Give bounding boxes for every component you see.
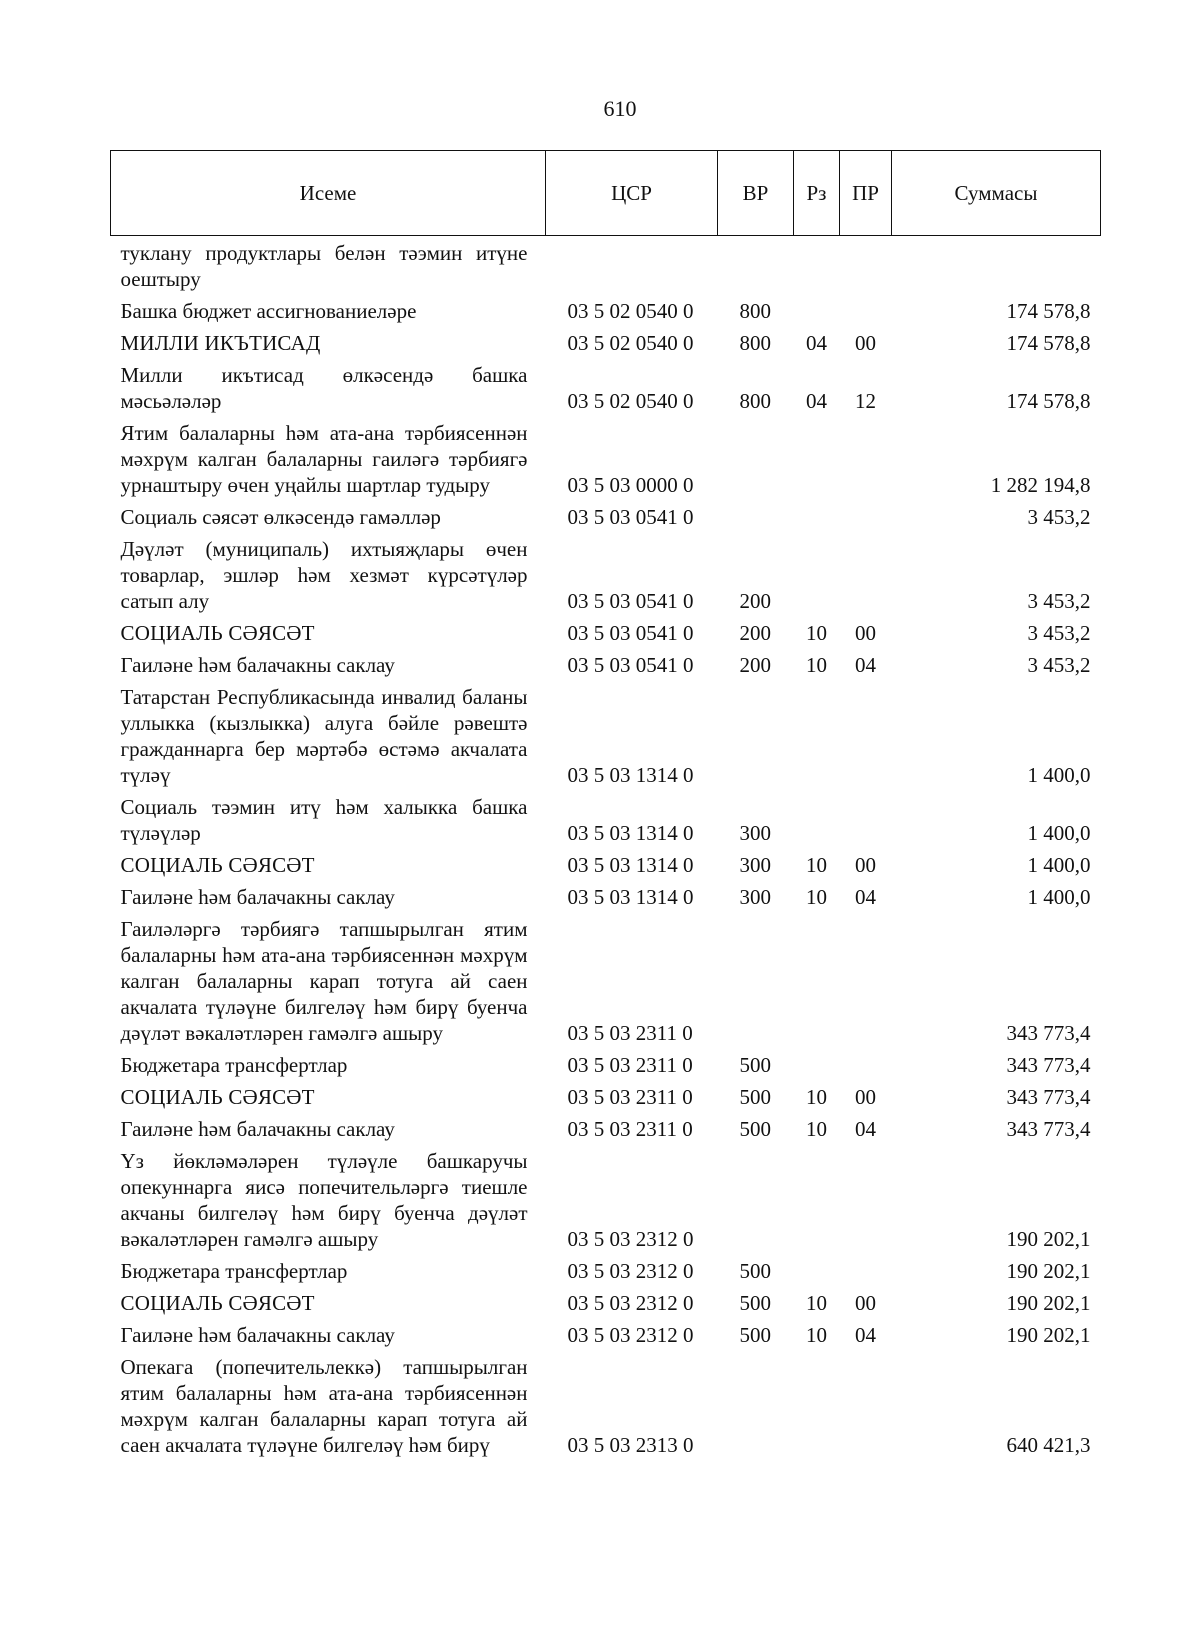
cell-name: Гаиләне һәм балачакны саклау (120, 1117, 395, 1141)
table-row (111, 236, 1101, 296)
table-row (111, 1319, 1101, 1351)
cell-rz (794, 1049, 840, 1081)
cell-vr: 500 (739, 1053, 771, 1077)
table-row (111, 1049, 1101, 1081)
cell-rz (794, 417, 840, 501)
cell-rz (794, 1145, 840, 1255)
cell-sum: 343 773,4 (1006, 1021, 1091, 1045)
cell-vr: 500 (739, 1117, 771, 1141)
cell-sum: 3 453,2 (1027, 505, 1091, 529)
cell-name: СОЦИАЛЬ СӘЯСӘТ (120, 1085, 315, 1109)
cell-pr (840, 791, 892, 849)
cell-csr: 03 5 03 2312 0 (567, 1323, 694, 1347)
table-row (111, 359, 1101, 417)
cell-rz (794, 236, 840, 296)
cell-name: СОЦИАЛЬ СӘЯСӘТ (120, 1291, 315, 1315)
cell-vr: 500 (739, 1259, 771, 1283)
cell-sum: 640 421,3 (1006, 1433, 1091, 1457)
cell-csr: 03 5 03 0541 0 (567, 505, 694, 529)
cell-vr: 300 (739, 821, 771, 845)
cell-sum: 3 453,2 (1027, 653, 1091, 677)
cell-rz: 10 (806, 1085, 827, 1109)
cell-csr: 03 5 03 1314 0 (567, 821, 694, 845)
cell-pr: 00 (855, 331, 876, 355)
cell-name: СОЦИАЛЬ СӘЯСӘТ (120, 621, 315, 645)
cell-csr: 03 5 03 2312 0 (567, 1291, 694, 1315)
cell-rz: 04 (806, 389, 827, 413)
cell-csr: 03 5 03 2313 0 (567, 1433, 694, 1457)
header-pr: ПР (840, 151, 892, 236)
cell-sum: 3 453,2 (1027, 621, 1091, 645)
cell-csr: 03 5 03 0541 0 (567, 621, 694, 645)
table-body (111, 236, 1101, 1462)
cell-name: СОЦИАЛЬ СӘЯСӘТ (120, 853, 315, 877)
cell-vr: 500 (739, 1085, 771, 1109)
cell-pr (840, 1351, 892, 1461)
cell-vr: 300 (739, 853, 771, 877)
cell-csr: 03 5 03 0541 0 (567, 653, 694, 677)
cell-pr: 00 (855, 853, 876, 877)
table-header-row (111, 151, 1101, 236)
cell-vr: 800 (739, 389, 771, 413)
cell-sum: 343 773,4 (1006, 1085, 1091, 1109)
cell-rz: 04 (806, 331, 827, 355)
cell-sum: 190 202,1 (1006, 1227, 1091, 1251)
cell-pr (840, 1255, 892, 1287)
cell-sum: 1 400,0 (1027, 885, 1091, 909)
cell-name: МИЛЛИ ИКЪТИСАД (120, 331, 321, 355)
cell-sum (892, 236, 1101, 296)
cell-sum: 1 400,0 (1027, 853, 1091, 877)
cell-sum: 174 578,8 (1006, 299, 1091, 323)
cell-pr: 00 (855, 1085, 876, 1109)
cell-csr: 03 5 03 2311 0 (567, 1117, 693, 1141)
cell-rz: 10 (806, 1323, 827, 1347)
cell-name: туклану продуктлары белән тәэмин итүне оештыру (120, 241, 528, 291)
table-row (111, 681, 1101, 791)
table-row (111, 1145, 1101, 1255)
cell-sum: 3 453,2 (1027, 589, 1091, 613)
table-row (111, 1351, 1101, 1461)
cell-rz: 10 (806, 885, 827, 909)
cell-pr (840, 913, 892, 1049)
cell-name: Милли икътисад өлкәсендә башка мәсьәләләр (120, 363, 528, 413)
cell-csr (546, 236, 718, 296)
cell-name: Социаль тәэмин итү һәм халыкка башка түләүләр (120, 795, 528, 845)
cell-vr: 200 (739, 653, 771, 677)
cell-rz (794, 1255, 840, 1287)
cell-csr: 03 5 02 0540 0 (567, 331, 694, 355)
table-row (111, 1287, 1101, 1319)
cell-rz (794, 681, 840, 791)
cell-name: Дәүләт (муниципаль) ихтыяҗлары өчен товарлар, эшләр һәм хезмәт күрсәтүләр сатып алу (120, 537, 528, 613)
cell-name: Ятим балаларны һәм ата-ана тәрбиясеннән мәхрүм калган балаларны гаиләгә тәрбиягә урнаштыру өчен уңайлы шартлар тудыру (120, 421, 528, 497)
cell-pr: 04 (855, 653, 876, 677)
cell-name: Бюджетара трансфертлар (120, 1259, 348, 1283)
cell-name: Гаиләне һәм балачакны саклау (120, 653, 395, 677)
header-csr: ЦСР (546, 151, 718, 236)
cell-name: Опекага (попечительлеккә) тапшырылган ятим балаларны һәм ата-ана тәрбиясеннән мәхрүм калган балаларны карап тотуга ай саен акчалата түләүне билгеләү һәм бирү (120, 1355, 528, 1457)
cell-vr: 500 (739, 1291, 771, 1315)
cell-name: Гаиләне һәм балачакны саклау (120, 1323, 395, 1347)
cell-sum: 190 202,1 (1006, 1291, 1091, 1315)
cell-sum: 343 773,4 (1006, 1117, 1091, 1141)
cell-pr: 04 (855, 1117, 876, 1141)
page-number: 610 (603, 96, 637, 121)
cell-pr (840, 417, 892, 501)
cell-vr (718, 501, 794, 533)
cell-pr: 12 (855, 389, 876, 413)
table-row (111, 881, 1101, 913)
cell-name: Гаиләне һәм балачакны саклау (120, 885, 395, 909)
cell-pr: 00 (855, 621, 876, 645)
cell-pr (840, 1145, 892, 1255)
cell-pr (840, 501, 892, 533)
table-row (111, 649, 1101, 681)
cell-vr: 500 (739, 1323, 771, 1347)
cell-rz (794, 533, 840, 617)
cell-name: Социаль сәясәт өлкәсендә гамәлләр (120, 505, 441, 529)
cell-rz (794, 295, 840, 327)
cell-vr (718, 913, 794, 1049)
cell-sum: 174 578,8 (1006, 389, 1091, 413)
cell-name: Үз йөкләмәләрен түләүле башкаручы опекуннарга яисә попечительләргә тиешле акчаны билгеләү һәм бирү буенча дәүләт вәкаләтләрен гамәлгә ашыру (120, 1149, 528, 1251)
cell-vr: 300 (739, 885, 771, 909)
cell-pr (840, 236, 892, 296)
cell-rz (794, 913, 840, 1049)
table-row (111, 1255, 1101, 1287)
cell-name: Башка бюджет ассигнованиеләре (120, 299, 417, 323)
table-row (111, 327, 1101, 359)
cell-pr (840, 533, 892, 617)
table-row (111, 295, 1101, 327)
table-row (111, 533, 1101, 617)
cell-sum: 1 400,0 (1027, 821, 1091, 845)
table-row (111, 501, 1101, 533)
header-sum: Суммасы (892, 151, 1101, 236)
cell-pr: 04 (855, 1323, 876, 1347)
cell-vr: 800 (739, 299, 771, 323)
cell-rz (794, 1351, 840, 1461)
cell-rz: 10 (806, 621, 827, 645)
cell-vr (718, 417, 794, 501)
cell-vr: 800 (739, 331, 771, 355)
cell-sum: 190 202,1 (1006, 1259, 1091, 1283)
table-row (111, 1113, 1101, 1145)
cell-name: Гаиләләргә тәрбиягә тапшырылган ятим балаларны һәм ата-ана тәрбиясеннән мәхрүм калган балаларны карап тотуга ай саен акчалата түләүне билгеләү һәм бирү буенча дәүләт вәкаләтләрен гамәлгә ашыру (120, 917, 528, 1045)
cell-sum: 1 282 194,8 (990, 473, 1091, 497)
cell-pr (840, 295, 892, 327)
cell-vr: 200 (739, 589, 771, 613)
header-name: Исеме (111, 151, 546, 236)
cell-csr: 03 5 03 1314 0 (567, 763, 694, 787)
table-row (111, 913, 1101, 1049)
cell-pr (840, 1049, 892, 1081)
cell-vr (718, 1145, 794, 1255)
cell-name: Татарстан Республикасында инвалид баланы уллыкка (кызлыкка) алуга бәйле рәвештә гражданнарга бер мәртәбә өстәмә акчалата түләү (120, 685, 528, 787)
header-vr: ВР (718, 151, 794, 236)
budget-table-container (110, 150, 1100, 1461)
cell-name: Бюджетара трансфертлар (120, 1053, 348, 1077)
cell-pr: 04 (855, 885, 876, 909)
cell-rz (794, 791, 840, 849)
cell-vr: 200 (739, 621, 771, 645)
cell-csr: 03 5 03 0541 0 (567, 589, 694, 613)
table-row (111, 1081, 1101, 1113)
cell-sum: 1 400,0 (1027, 763, 1091, 787)
cell-csr: 03 5 03 2312 0 (567, 1259, 694, 1283)
cell-rz: 10 (806, 1117, 827, 1141)
cell-sum: 174 578,8 (1006, 331, 1091, 355)
cell-csr: 03 5 03 2311 0 (567, 1085, 693, 1109)
cell-rz: 10 (806, 1291, 827, 1315)
table-row (111, 417, 1101, 501)
table-row (111, 849, 1101, 881)
cell-csr: 03 5 03 0000 0 (567, 473, 694, 497)
cell-csr: 03 5 03 2311 0 (567, 1021, 693, 1045)
cell-vr (718, 1351, 794, 1461)
cell-vr (718, 236, 794, 296)
cell-csr: 03 5 02 0540 0 (567, 389, 694, 413)
header-rz: Рз (794, 151, 840, 236)
cell-vr (718, 681, 794, 791)
cell-csr: 03 5 03 1314 0 (567, 853, 694, 877)
table-row (111, 791, 1101, 849)
cell-csr: 03 5 03 2311 0 (567, 1053, 693, 1077)
cell-pr (840, 681, 892, 791)
cell-rz (794, 501, 840, 533)
cell-rz: 10 (806, 653, 827, 677)
budget-table (110, 150, 1101, 1461)
cell-sum: 343 773,4 (1006, 1053, 1091, 1077)
cell-csr: 03 5 02 0540 0 (567, 299, 694, 323)
cell-csr: 03 5 03 2312 0 (567, 1227, 694, 1251)
table-row (111, 617, 1101, 649)
cell-pr: 00 (855, 1291, 876, 1315)
cell-rz: 10 (806, 853, 827, 877)
cell-csr: 03 5 03 1314 0 (567, 885, 694, 909)
cell-sum: 190 202,1 (1006, 1323, 1091, 1347)
